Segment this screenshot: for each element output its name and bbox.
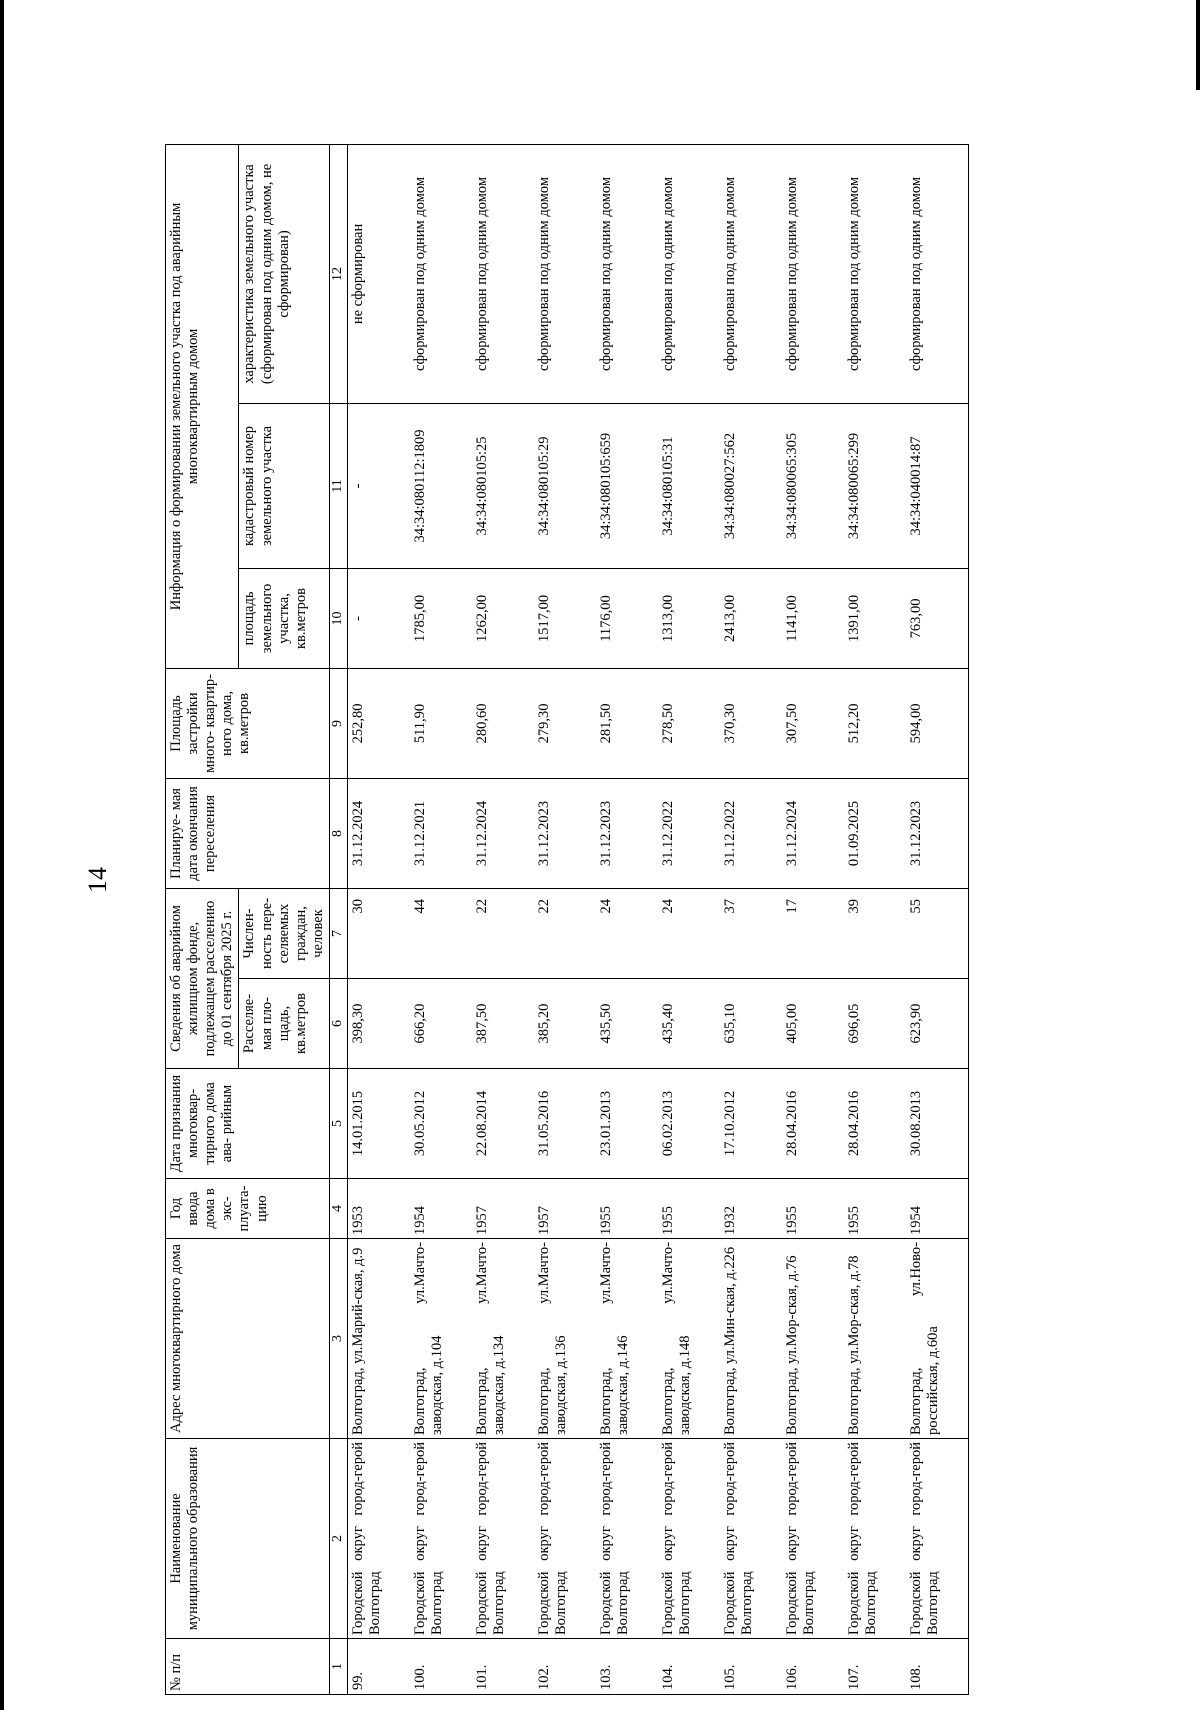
land-area: 1517,00 [534, 568, 596, 668]
header-year: Год ввода дома в экс- плуата- цию [166, 1179, 330, 1239]
column-number: 9 [329, 668, 347, 778]
column-number: 3 [329, 1239, 347, 1439]
cadastral-number: 34:34:080105:29 [534, 403, 596, 568]
land-status: не сформирован [347, 144, 410, 403]
recognition-date: 14.01.2015 [347, 1069, 410, 1179]
year-built: 1955 [596, 1179, 658, 1239]
cadastral-number: 34:34:080105:31 [658, 403, 720, 568]
year-built: 1957 [534, 1179, 596, 1239]
resettlement-end-date: 31.12.2023 [596, 778, 658, 888]
header-cadastral-number: кадастровый номер земельного участка [239, 403, 330, 568]
row-number: 108. [906, 1639, 969, 1695]
municipality: Городской округ город-герой Волгоград [410, 1439, 472, 1639]
recognition-date: 30.08.2013 [906, 1069, 969, 1179]
column-number: 11 [329, 403, 347, 568]
table-row [906, 144, 969, 1694]
built-area: 512,20 [844, 668, 906, 778]
column-number: 4 [329, 1179, 347, 1239]
row-number: 105. [720, 1639, 782, 1695]
table-row [658, 144, 720, 1694]
recognition-date: 28.04.2016 [782, 1069, 844, 1179]
land-area: - [347, 568, 410, 668]
column-number: 2 [329, 1439, 347, 1639]
resettled-area: 435,50 [596, 979, 658, 1069]
resettled-people: 55 [906, 888, 969, 978]
header-address: Адрес многоквартирного дома [166, 1239, 330, 1439]
address: Волгоград, ул.Мачто-заводская, д.136 [534, 1239, 596, 1439]
municipality: Городской округ город-герой Волгоград [534, 1439, 596, 1639]
row-number: 103. [596, 1639, 658, 1695]
address: Волгоград, ул.Ново-российская, д.60а [906, 1239, 969, 1439]
column-number: 10 [329, 568, 347, 668]
resettlement-end-date: 31.12.2024 [347, 778, 410, 888]
land-area: 763,00 [906, 568, 969, 668]
row-number: 102. [534, 1639, 596, 1695]
resettled-people: 39 [844, 888, 906, 978]
year-built: 1954 [410, 1179, 472, 1239]
address: Волгоград, ул.Мор-ская, д.76 [782, 1239, 844, 1439]
land-area: 1141,00 [782, 568, 844, 668]
page-number: 14 [83, 867, 112, 893]
header-resettled-people: Числен- ность пере- селяемых граждан, человек [239, 888, 330, 978]
header-resettled-area: Расселяе- мая пло- щадь, кв.метров [239, 979, 330, 1069]
year-built: 1953 [347, 1179, 410, 1239]
resettlement-end-date: 31.12.2024 [782, 778, 844, 888]
land-area: 1176,00 [596, 568, 658, 668]
cadastral-number: 34:34:080027:562 [720, 403, 782, 568]
cadastral-number: 34:34:080065:305 [782, 403, 844, 568]
land-status: сформирован под одним домом [658, 144, 720, 403]
built-area: 594,00 [906, 668, 969, 778]
resettled-people: 22 [534, 888, 596, 978]
header-municipality: Наименование муниципального образования [166, 1439, 330, 1639]
built-area: 511,90 [410, 668, 472, 778]
header-land-plot-group: Информация о формировании земельного участка под аварийным многоквартирным домом [166, 144, 239, 668]
municipality: Городской округ город-герой Волгоград [844, 1439, 906, 1639]
address: Волгоград, ул.Марий-ская, д.9 [347, 1239, 410, 1439]
land-status: сформирован под одним домом [596, 144, 658, 403]
resettlement-end-date: 31.12.2022 [720, 778, 782, 888]
built-area: 252,80 [347, 668, 410, 778]
resettlement-end-date: 01.09.2025 [844, 778, 906, 888]
table-row [844, 144, 906, 1694]
emergency-housing-table [165, 144, 969, 1695]
column-number: 6 [329, 979, 347, 1069]
resettled-area: 635,10 [720, 979, 782, 1069]
built-area: 279,30 [534, 668, 596, 778]
land-area: 1785,00 [410, 568, 472, 668]
municipality: Городской округ город-герой Волгоград [347, 1439, 410, 1639]
row-number: 106. [782, 1639, 844, 1695]
land-status: сформирован под одним домом [720, 144, 782, 403]
land-status: сформирован под одним домом [782, 144, 844, 403]
row-number: 107. [844, 1639, 906, 1695]
land-status: сформирован под одним домом [906, 144, 969, 403]
municipality: Городской округ город-герой Волгоград [596, 1439, 658, 1639]
resettled-area: 666,20 [410, 979, 472, 1069]
resettled-area: 387,50 [472, 979, 534, 1069]
land-area: 1313,00 [658, 568, 720, 668]
table-body [347, 144, 968, 1694]
land-area: 1391,00 [844, 568, 906, 668]
built-area: 280,60 [472, 668, 534, 778]
resettled-area: 696,05 [844, 979, 906, 1069]
resettled-people: 17 [782, 888, 844, 978]
municipality: Городской округ город-герой Волгоград [472, 1439, 534, 1639]
row-number: 99. [347, 1639, 410, 1695]
header-land-status: характеристика земельного участка (сформирован под одним домом, не сформирован) [239, 144, 330, 403]
recognition-date: 31.05.2016 [534, 1069, 596, 1179]
municipality: Городской округ город-герой Волгоград [658, 1439, 720, 1639]
cadastral-number: 34:34:080105:25 [472, 403, 534, 568]
address: Волгоград, ул.Мор-ская, д.78 [844, 1239, 906, 1439]
recognition-date: 30.05.2012 [410, 1069, 472, 1179]
built-area: 281,50 [596, 668, 658, 778]
resettlement-end-date: 31.12.2023 [906, 778, 969, 888]
header-land-area: площадь земельного участка, кв.метров [239, 568, 330, 668]
row-number: 104. [658, 1639, 720, 1695]
address: Волгоград, ул.Мачто-заводская, д.104 [410, 1239, 472, 1439]
column-number: 5 [329, 1069, 347, 1179]
year-built: 1955 [658, 1179, 720, 1239]
year-built: 1955 [782, 1179, 844, 1239]
resettled-people: 22 [472, 888, 534, 978]
resettled-area: 405,00 [782, 979, 844, 1069]
built-area: 370,30 [720, 668, 782, 778]
row-number: 100. [410, 1639, 472, 1695]
land-status: сформирован под одним домом [472, 144, 534, 403]
column-number: 8 [329, 778, 347, 888]
column-number: 1 [329, 1639, 347, 1695]
resettlement-end-date: 31.12.2021 [410, 778, 472, 888]
header-number: № п/п [166, 1639, 330, 1695]
recognition-date: 17.10.2012 [720, 1069, 782, 1179]
cadastral-number: 34:34:080105:659 [596, 403, 658, 568]
land-status: сформирован под одним домом [534, 144, 596, 403]
resettled-people: 24 [596, 888, 658, 978]
resettled-people: 44 [410, 888, 472, 978]
built-area: 307,50 [782, 668, 844, 778]
cadastral-number: - [347, 403, 410, 568]
resettled-area: 385,20 [534, 979, 596, 1069]
resettled-people: 30 [347, 888, 410, 978]
year-built: 1955 [844, 1179, 906, 1239]
cadastral-number: 34:34:080112:1809 [410, 403, 472, 568]
column-number: 7 [329, 888, 347, 978]
table-row [347, 144, 410, 1694]
land-area: 2413,00 [720, 568, 782, 668]
header-emergency-fund-group: Сведения об аварийном жилищном фонде, подлежащем расселению до 01 сентября 2025 г. [166, 888, 239, 1068]
column-number: 12 [329, 144, 347, 403]
built-area: 278,50 [658, 668, 720, 778]
cadastral-number: 34:34:040014:87 [906, 403, 969, 568]
year-built: 1957 [472, 1179, 534, 1239]
resettled-people: 24 [658, 888, 720, 978]
cadastral-number: 34:34:080065:299 [844, 403, 906, 568]
resettlement-end-date: 31.12.2024 [472, 778, 534, 888]
land-status: сформирован под одним домом [410, 144, 472, 403]
table-row [410, 144, 472, 1694]
recognition-date: 06.02.2013 [658, 1069, 720, 1179]
address: Волгоград, ул.Мин-ская, д.226 [720, 1239, 782, 1439]
table-row [782, 144, 844, 1694]
municipality: Городской округ город-герой Волгоград [906, 1439, 969, 1639]
year-built: 1932 [720, 1179, 782, 1239]
row-number: 101. [472, 1639, 534, 1695]
resettlement-end-date: 31.12.2023 [534, 778, 596, 888]
resettled-area: 435,40 [658, 979, 720, 1069]
address: Волгоград, ул.Мачто-заводская, д.146 [596, 1239, 658, 1439]
address: Волгоград, ул.Мачто-заводская, д.134 [472, 1239, 534, 1439]
municipality: Городской округ город-герой Волгоград [782, 1439, 844, 1639]
table-row [534, 144, 596, 1694]
address: Волгоград, ул.Мачто-заводская, д.148 [658, 1239, 720, 1439]
header-recognition-date: Дата признания многоквар- тирного дома ава- рийным [166, 1069, 330, 1179]
recognition-date: 28.04.2016 [844, 1069, 906, 1179]
recognition-date: 22.08.2014 [472, 1069, 534, 1179]
header-built-area: Площадь застройки много- квартир- ного дома, кв.метров [166, 668, 330, 778]
resettlement-end-date: 31.12.2022 [658, 778, 720, 888]
header-end-date: Планируе- мая дата окончания переселения [166, 778, 330, 888]
municipality: Городской округ город-герой Волгоград [720, 1439, 782, 1639]
year-built: 1954 [906, 1179, 969, 1239]
land-status: сформирован под одним домом [844, 144, 906, 403]
table-row [720, 144, 782, 1694]
land-area: 1262,00 [472, 568, 534, 668]
recognition-date: 23.01.2013 [596, 1069, 658, 1179]
table-row [472, 144, 534, 1694]
resettled-people: 37 [720, 888, 782, 978]
table-row [596, 144, 658, 1694]
resettled-area: 398,30 [347, 979, 410, 1069]
resettled-area: 623,90 [906, 979, 969, 1069]
